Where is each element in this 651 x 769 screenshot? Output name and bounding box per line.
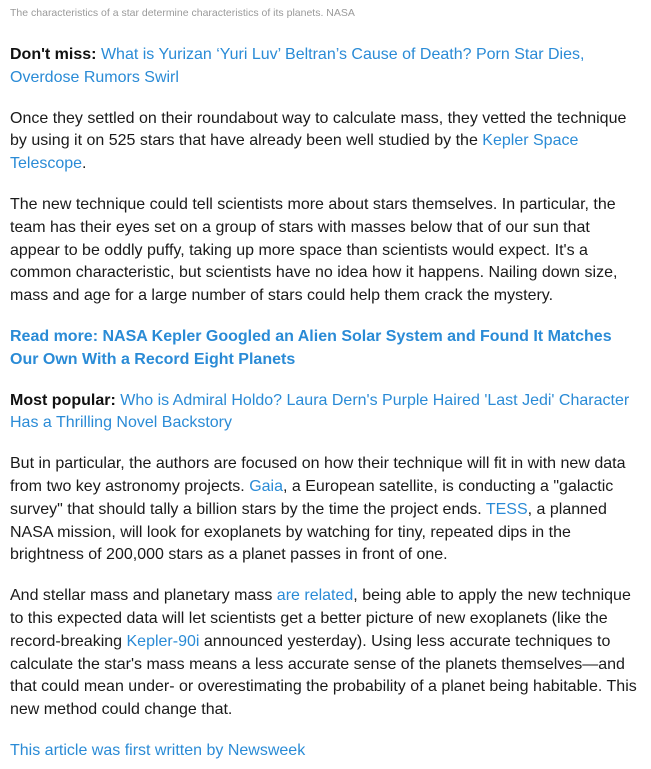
paragraph-astronomy-projects <box>10 453 643 567</box>
are-related-link[interactable]: are related <box>276 587 354 605</box>
kepler-90i-link[interactable]: Kepler-90i <box>126 632 200 650</box>
paragraph-text: , being able to apply the new technique to this expected data will let scientists get a better picture of new exoplanets (like the record-breaking <box>10 587 631 650</box>
paragraph-puffy-stars: The new technique could tell scientists more about stars themselves. In particular, the team has their eyes set on a group of stars with masses below that of our sun that appear to be oddly puffy, taking up more space than scientists would expect. It's a common characteristic, but scientists have no idea how it happens. Nailing down size, mass and age for a large number of stars could help them crack the mystery. <box>10 195 618 305</box>
paragraph-text: , a European satellite, is conducting a "galactic survey" that should tally a billion stars by the time the project ends. <box>10 477 614 518</box>
paragraph-text: And stellar mass and planetary mass <box>10 587 277 605</box>
paragraph-mass-technique <box>10 108 643 176</box>
most-popular-paragraph <box>10 390 643 436</box>
paragraph-text: Once they settled on their roundabout way to calculate mass, they vetted the technique by using it on 525 stars that have already been well studied by the <box>10 109 627 150</box>
paragraph-text-end: . <box>82 155 87 173</box>
tess-link[interactable]: TESS <box>485 500 528 518</box>
paragraph-text: But in particular, the authors are focused on how their technique will fit in with new data from two key astronomy projects. <box>10 455 626 495</box>
read-more-link[interactable]: Read more: NASA Kepler Googled an Alien Solar System and Found It Matches Our Own With a Record Eight Planets <box>10 327 612 368</box>
dont-miss-paragraph <box>10 44 643 90</box>
read-more-paragraph <box>10 326 643 372</box>
paragraph-text: announced yesterday). Using less accurate techniques to calculate the star's mass means a less accurate sense of the planets themselves—and that could mean under- or overestimating the probability of a planet being habitable. This new method could change that. <box>10 632 637 719</box>
most-popular-label: Most popular: <box>10 391 116 409</box>
paragraph-text: , a planned NASA mission, will look for exoplanets by watching for tiny, repeated dips in the brightness of 200,000 stars as a planet passes in front of one. <box>10 500 607 564</box>
paragraph-stellar-mass <box>10 585 643 722</box>
newsweek-source-link[interactable]: This article was first written by Newsweek <box>10 741 306 759</box>
dont-miss-label: Don't miss: <box>10 46 97 63</box>
gaia-link[interactable]: Gaia <box>249 477 283 495</box>
dont-miss-link[interactable]: What is Yurizan ‘Yuri Luv’ Beltran’s Cause of Death? Porn Star Dies, Overdose Rumors Swirl <box>10 46 585 86</box>
footer-paragraph <box>10 740 643 762</box>
kepler-space-telescope-link[interactable]: Kepler Space Telescope <box>10 132 579 173</box>
image-caption: The characteristics of a star determine characteristics of its planets. NASA <box>10 7 355 19</box>
most-popular-link[interactable]: Who is Admiral Holdo? Laura Dern's Purple Haired 'Last Jedi' Character Has a Thrilling Novel Backstory <box>10 391 630 432</box>
